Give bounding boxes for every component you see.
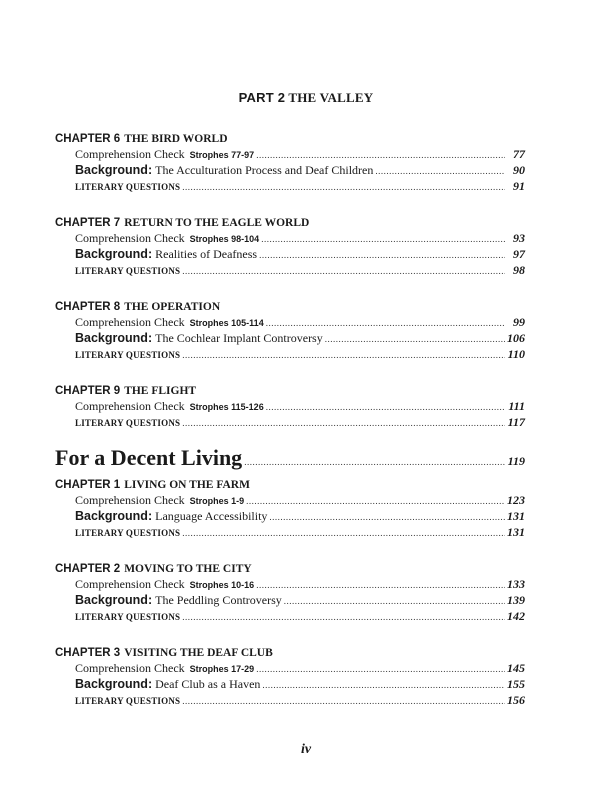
background-entry[interactable]: Background: The Cochlear Implant Controversy ..... 106 [55,330,525,346]
dot-leader [259,247,505,263]
background-label: Background [75,593,148,607]
background-text: Realities of Deafness [155,247,258,261]
page-ref: 131 [507,525,525,539]
chapter-title: VISITING THE DEAF CLUB [124,647,273,659]
chapter-title: MOVING TO THE CITY [124,563,252,575]
comprehension-check-label: Comprehension Check [75,147,185,161]
dot-leader [284,593,505,609]
comprehension-check-label: Comprehension Check [75,315,185,329]
dot-leader [182,347,505,363]
dot-leader [244,449,505,475]
page-ref: 110 [507,347,525,361]
chapter-8 [55,297,525,362]
strophes-range: Strophes 115-126 [189,402,264,412]
comprehension-check-entry[interactable] [55,146,525,162]
dot-leader [269,509,505,525]
chapter-7 [55,213,525,278]
chapter-label: CHAPTER 7 [55,217,121,229]
chapter-heading [55,643,525,660]
dot-leader [246,493,505,509]
part-heading [0,90,612,106]
literary-questions-label: LITERARY QUESTIONS [75,528,181,538]
page-ref: 117 [507,415,525,429]
background-text: Deaf Club as a Haven [155,677,261,691]
chapter-9 [55,381,525,430]
chapter-6 [55,129,525,194]
comprehension-check-entry[interactable] [55,314,525,330]
chapter-heading [55,559,525,576]
page-ref: 90 [513,163,525,177]
strophes-range: Strophes 77-97 [189,150,255,160]
chapter-heading [55,381,525,398]
dot-leader [182,525,505,541]
chapter-heading [55,297,525,314]
background-label: Background [75,247,148,261]
comprehension-check-label: Comprehension Check [75,661,185,675]
strophes-range: Strophes 105-114 [189,318,264,328]
page-ref: 133 [507,577,525,591]
literary-questions-label: LITERARY QUESTIONS [75,696,181,706]
literary-questions-entry[interactable] [55,608,525,624]
comprehension-check-entry[interactable] [55,492,525,508]
page-ref: 139 [507,593,525,607]
dot-leader [325,331,505,347]
page-ref: 123 [507,493,525,507]
section-heading[interactable] [55,445,525,471]
page-ref: 106 [507,331,525,345]
dot-leader [182,415,505,431]
background-label: Background [75,163,148,177]
comprehension-check-label: Comprehension Check [75,231,185,245]
page-ref: 131 [507,509,525,523]
chapter-heading [55,213,525,230]
page-ref: 91 [513,179,525,193]
dot-leader [182,263,505,279]
dot-leader [266,399,505,415]
background-entry[interactable]: Background: Deaf Club as a Haven ..... 155 [55,676,525,692]
chapter-heading [55,475,525,492]
strophes-range: Strophes 98-104 [189,234,260,244]
chapter-1 [55,475,525,540]
literary-questions-entry[interactable] [55,524,525,540]
dot-leader [261,231,505,247]
comprehension-check-entry[interactable] [55,576,525,592]
dot-leader [182,693,505,709]
chapter-label: CHAPTER 6 [55,133,121,145]
page-ref: 99 [513,315,525,329]
literary-questions-entry[interactable] [55,178,525,194]
part-title: THE VALLEY [288,90,374,105]
page-ref: 98 [513,263,525,277]
page-ref: 97 [513,247,525,261]
chapter-label: CHAPTER 2 [55,563,121,575]
page-ref: 155 [507,677,525,691]
comprehension-check-label: Comprehension Check [75,399,185,413]
comprehension-check-label: Comprehension Check [75,493,185,507]
dot-leader [375,163,505,179]
background-text: The Acculturation Process and Deaf Children [155,163,374,177]
dot-leader [182,179,505,195]
literary-questions-entry[interactable] [55,262,525,278]
chapter-title: LIVING ON THE FARM [124,479,250,491]
background-text: The Peddling Controversy [155,593,282,607]
dot-leader [256,661,505,677]
dot-leader [182,609,505,625]
literary-questions-label: LITERARY QUESTIONS [75,182,181,192]
page-ref: 119 [507,454,525,468]
literary-questions-label: LITERARY QUESTIONS [75,266,181,276]
literary-questions-entry[interactable] [55,692,525,708]
background-text: The Cochlear Implant Controversy [155,331,323,345]
page-ref: 156 [507,693,525,707]
literary-questions-label: LITERARY QUESTIONS [75,418,181,428]
dot-leader [256,147,505,163]
comprehension-check-entry[interactable] [55,660,525,676]
page-ref: 111 [508,399,525,413]
chapter-3 [55,643,525,708]
background-label: Background [75,331,148,345]
page-ref: 145 [507,661,525,675]
background-label: Background [75,509,148,523]
chapter-label: CHAPTER 1 [55,479,121,491]
chapter-label: CHAPTER 9 [55,385,121,397]
dot-leader [266,315,505,331]
dot-leader [256,577,505,593]
strophes-range: Strophes 10-16 [189,580,255,590]
page-ref: 77 [513,147,525,161]
chapter-title: THE FLIGHT [124,385,197,397]
background-label: Background [75,677,148,691]
background-entry[interactable]: Background: Realities of Deafness ..... 97 [55,246,525,262]
section-title: For a Decent Living [55,445,243,470]
comprehension-check-entry[interactable] [55,398,525,414]
background-text: Language Accessibility [155,509,268,523]
comprehension-check-label: Comprehension Check [75,577,185,591]
chapter-title: THE BIRD WORLD [124,133,228,145]
dot-leader [262,677,505,693]
chapter-label: CHAPTER 8 [55,301,121,313]
table-of-contents [55,129,525,727]
page-number: iv [300,742,312,757]
part-label: PART 2 [238,90,286,105]
page-ref: 93 [513,231,525,245]
strophes-range: Strophes 17-29 [189,664,255,674]
chapter-heading [55,129,525,146]
background-entry[interactable]: Background: The Acculturation Process and Deaf Children ..... 90 [55,162,525,178]
literary-questions-entry[interactable] [55,346,525,362]
strophes-range: Strophes 1-9 [189,496,245,506]
chapter-2 [55,559,525,624]
chapter-title: RETURN TO THE EAGLE WORLD [124,217,310,229]
comprehension-check-entry[interactable] [55,230,525,246]
background-entry[interactable]: Background: Language Accessibility ..... 131 [55,508,525,524]
literary-questions-entry[interactable] [55,414,525,430]
background-entry[interactable]: Background: The Peddling Controversy ..... 139 [55,592,525,608]
chapter-label: CHAPTER 3 [55,647,121,659]
chapter-title: THE OPERATION [124,301,221,313]
literary-questions-label: LITERARY QUESTIONS [75,350,181,360]
literary-questions-label: LITERARY QUESTIONS [75,612,181,622]
page-ref: 142 [507,609,525,623]
